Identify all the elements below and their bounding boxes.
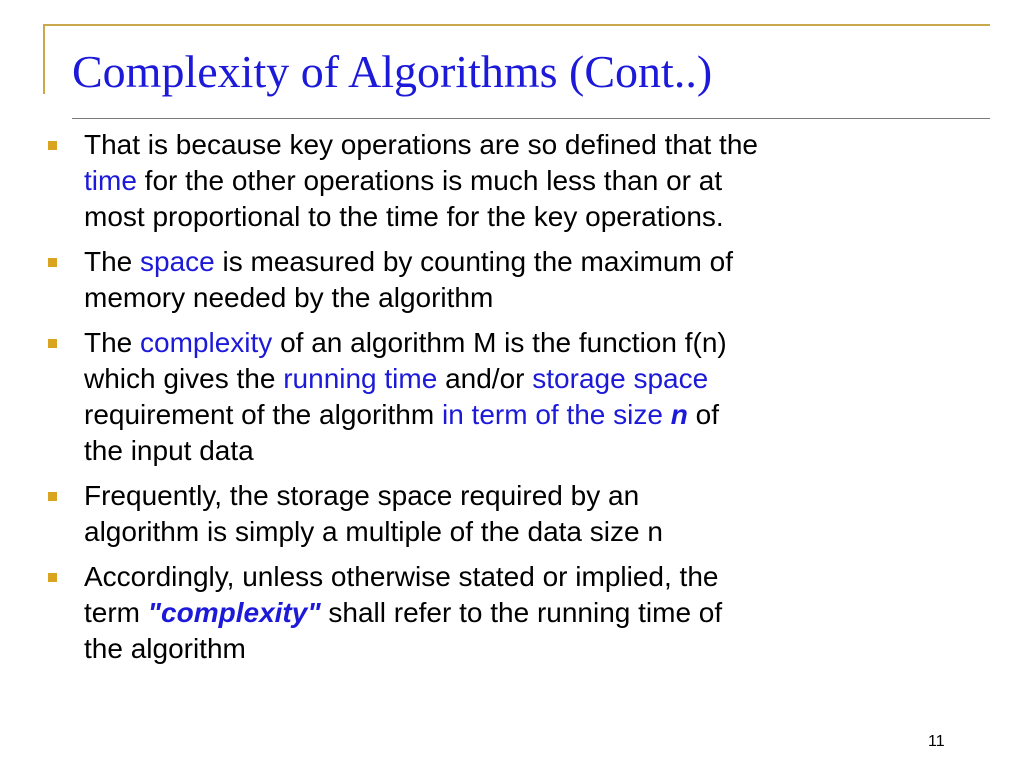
- bullet-text: [84, 478, 978, 550]
- highlight-in-term-of-size: in term of the size: [441, 399, 671, 430]
- bullet-text: [84, 244, 978, 316]
- square-bullet-icon: [48, 339, 57, 348]
- text-run: most proportional to the time for the key operations.: [84, 201, 724, 232]
- bullet-line: [84, 559, 978, 595]
- text-run: The: [84, 327, 141, 358]
- title-underline: [72, 118, 990, 119]
- title-frame-top-line: [43, 24, 990, 26]
- highlight-complexity: complexity: [140, 327, 273, 358]
- bullet-item-term-complexity: [48, 559, 978, 667]
- text-run: The: [84, 246, 141, 277]
- bullet-item-space: [48, 244, 978, 316]
- bullet-line: [84, 361, 978, 397]
- highlight-storage-space: storage space: [532, 363, 709, 394]
- bullet-item-key-operations: [48, 127, 978, 235]
- text-run: for the other operations is much less than or at: [136, 165, 723, 196]
- text-run: the algorithm: [84, 633, 246, 664]
- square-bullet-icon: [48, 573, 57, 582]
- bullet-line: [84, 631, 978, 667]
- highlight-space: space: [140, 246, 215, 277]
- highlight-quoted-complexity: "complexity": [147, 597, 321, 628]
- text-run: of an algorithm M is the function f(n): [272, 327, 727, 358]
- text-run: Accordingly, unless otherwise stated or implied, the: [84, 561, 719, 592]
- highlight-running-time: running time: [283, 363, 438, 394]
- highlight-time: time: [84, 165, 137, 196]
- bullet-line: [84, 514, 978, 550]
- text-run: and/or: [437, 363, 533, 394]
- square-bullet-icon: [48, 492, 57, 501]
- square-bullet-icon: [48, 141, 57, 150]
- bullet-line: [84, 280, 978, 316]
- bullet-text: [84, 559, 978, 667]
- text-run: algorithm is simply a multiple of the data size n: [84, 516, 663, 547]
- title-frame-left-line: [43, 24, 45, 94]
- page-number: 11: [928, 733, 945, 750]
- bullet-line: [84, 595, 978, 631]
- text-run: memory needed by the algorithm: [84, 282, 494, 313]
- text-run: the input data: [84, 435, 254, 466]
- bullet-line: [84, 397, 978, 433]
- bullet-item-complexity: [48, 325, 978, 469]
- bullet-text: [84, 325, 978, 469]
- text-run: That is because key operations are so defined that the: [84, 129, 758, 160]
- bullet-line: [84, 433, 978, 469]
- text-run: shall refer to the running time of: [320, 597, 723, 628]
- text-run: requirement of the algorithm: [84, 399, 442, 430]
- bullet-line: [84, 478, 978, 514]
- bullet-line: [84, 244, 978, 280]
- text-run: Frequently, the storage space required by an: [84, 480, 640, 511]
- bullet-line: [84, 325, 978, 361]
- text-run: which gives the: [84, 363, 284, 394]
- square-bullet-icon: [48, 258, 57, 267]
- bullet-text: [84, 127, 978, 235]
- text-run: is measured by counting the maximum of: [214, 246, 733, 277]
- text-run: term: [84, 597, 148, 628]
- text-run: of: [687, 399, 719, 430]
- bullet-list: [48, 127, 978, 676]
- bullet-item-storage-space: [48, 478, 978, 550]
- highlight-n: n: [670, 399, 688, 430]
- slide-title: Complexity of Algorithms (Cont..): [72, 46, 713, 97]
- bullet-line: [84, 199, 978, 235]
- bullet-line: [84, 163, 978, 199]
- bullet-line: [84, 127, 978, 163]
